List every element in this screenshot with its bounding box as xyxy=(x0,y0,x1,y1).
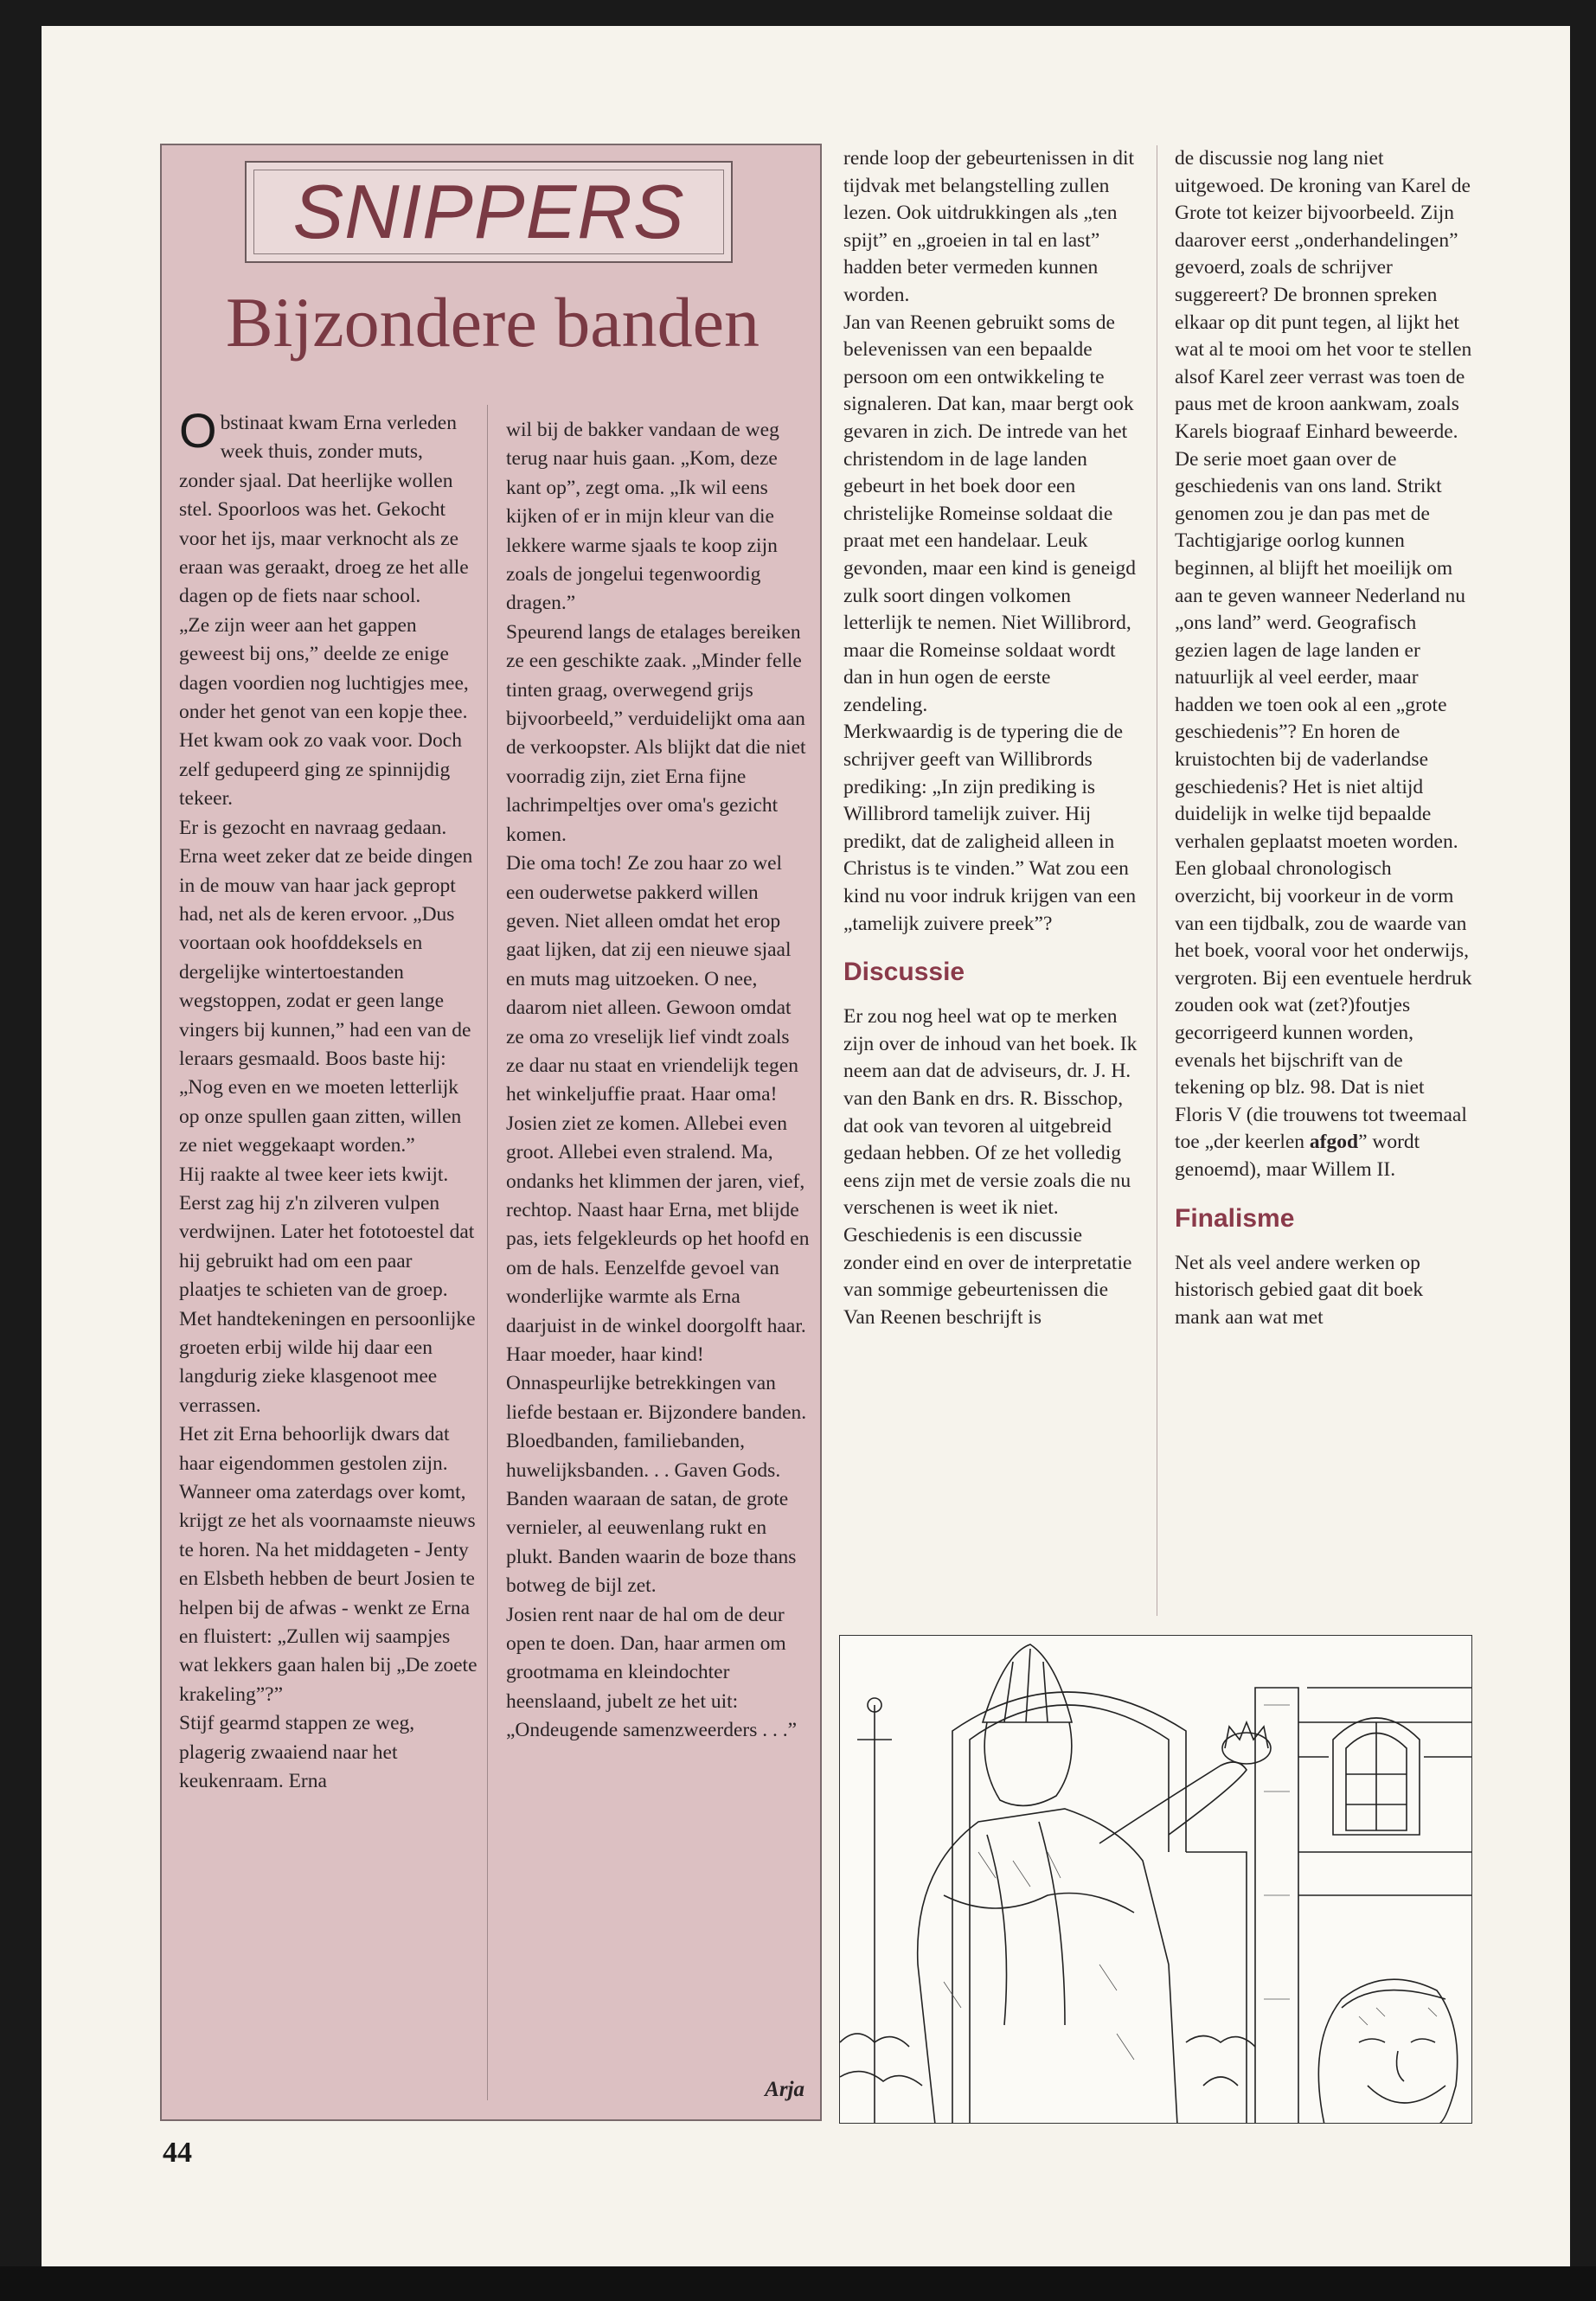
paragraph: Er is gezocht en navraag gedaan. Erna weet zeker dat ze beide dingen in de mouw van haar jack gepropt had, net als de keren ervoor. „Dus voortaan ook hoofddeksels en dergelijke wintertoestanden wegstoppen, zodat er geen lange vingers bij kunnen,” had een van de leraars gesmaald. Boos baste hij: „Nog even en we moeten letterlijk op onze spullen gaan zitten, willen ze niet weggekaapt worden.” xyxy=(179,816,473,1157)
coronation-drawing xyxy=(840,1636,1472,2124)
paragraph: de discussie nog lang niet uitgewoed. De kroning van Karel de Grote tot keizer bijvoorbeeld. Zijn daarover eerst „onderhandelingen” gevoerd, zoals de schrijver suggereert? De bronnen spreken elkaar op dit punt tegen, al lijkt het wat al te mooi om het voor te stellen alsof Karel zeer verrast was toen de paus met de kroon aankwam, zoals Karels biograaf Einhard beweerde. xyxy=(1175,147,1472,443)
snippers-header: SNIPPERS xyxy=(253,170,724,254)
paragraph: Jan van Reenen gebruikt soms de belevenissen van een bepaalde persoon om een ontwikkeling te signaleren. Dat kan, maar bergt ook gevaren in zich. De intrede van het christendom in de lage landen gebeurt in het boek door een christelijke Romeinse soldaat die praat met een handelaar. Leuk gevonden, maar een kind is geneigd zulk soort dingen volkomen letterlijk te nemen. Niet Willibrord, maar die Romeinse soldaat wordt dan in hun ogen de eerste zendeling. xyxy=(843,311,1137,716)
snippers-panel xyxy=(160,144,822,2121)
bold-word: afgod xyxy=(1309,1131,1359,1154)
paragraph: Hij raakte al twee keer iets kwijt. Eerst zag hij z'n zilveren vulpen verdwijnen. Later het fototoestel dat hij gebruikt had om een paar plaatjes te schieten van de groep. Met handtekeningen en persoonlijke groeten erbij wilde hij daar een langdurig zieke klasgenoot mee verrassen. xyxy=(179,1163,476,1417)
snippers-title: Bijzondere banden xyxy=(225,283,760,362)
coronation-illustration xyxy=(839,1635,1472,2124)
dropcap: O xyxy=(179,403,217,458)
author-signature: Arja xyxy=(765,2078,804,2101)
scan-edge-right xyxy=(1570,26,1596,2266)
paragraph: Het zit Erna behoorlijk dwars dat haar eigendommen gestolen zijn. Wanneer oma zaterdags over komt, krijgt ze het als voornaamste nieuws te horen. Na het middageten - Jenty en Elsbeth hebben de beurt Josien te helpen bij de afwas - wenkt ze Erna en fluistert: „Zullen wij saampjes wat lekkers gaan halen bij „De zoete krakeling”?” xyxy=(179,1423,478,1706)
paragraph: De serie moet gaan over de geschiedenis van ons land. Strikt genomen zou je dan pas met de Tachtigjarige oorlog kunnen beginnen, al blijft het moeilijk om aan te geven wanneer Nederland nu „ons land” werd. Geografisch gezien lagen de lage landen er natuurlijk al veel eerder, maar hadden we toen ook al een „grote geschiedenis”? En horen de kruistochten bij de vaderlandse geschiedenis? Het is niet altijd duidelijk in welke tijd bepaalde verhalen geplaatst moeten worden. Een globaal chronologisch overzicht, bij voorkeur in de vorm van een tijdbalk, zou de waarde van het boek, vooral voor het onderwijs, vergroten. Bij een eventuele herdruk zouden ook wat (zet?)foutjes gecorrigeerd kunnen worden, evenals het bijschrift van de tekening op blz. 98. Dat is niet Floris V (die trouwens tot tweemaal toe „der keerlen afgod” wordt genoemd), maar Willem II. xyxy=(1175,447,1472,1181)
snippers-column-divider xyxy=(487,405,488,2100)
review-column-3 xyxy=(843,145,1138,1331)
review-column-4 xyxy=(1175,145,1473,1331)
paragraph: Speurend langs de etalages bereiken ze een geschikte zaak. „Minder felle tinten graag, overwegend grijs bijvoorbeeld,” verduidelijkt oma aan de verkoopster. Als blijkt dat die niet voorradig zijn, ziet Erna fijne lachrimpeltjes over oma's gezicht komen. xyxy=(506,620,806,846)
snippers-column-1 xyxy=(179,403,478,1797)
paragraph: Net als veel andere werken op historisch gebied gaat dit boek mank aan wat met xyxy=(1175,1251,1424,1329)
page-number: 44 xyxy=(163,2137,192,2169)
paragraph: Stijf gearmd stappen ze weg, plagerig zwaaiend naar het keukenraam. Erna xyxy=(179,1712,415,1793)
snippers-header-box xyxy=(245,161,733,263)
snippers-column-2 xyxy=(506,416,811,1746)
heading-finalisme: Finalisme xyxy=(1175,1203,1295,1233)
paragraph: Josien rent naar de hal om de deur open te doen. Dan, haar armen om grootmama en kleindochter heenslaand, jubelt ze het uit: „Ondeugende samenzweerders . . .” xyxy=(506,1603,798,1742)
paragraph: wil bij de bakker vandaan de weg terug naar huis gaan. „Kom, deze kant op”, zegt oma. „Ik wil eens kijken of er in mijn kleur van die lekkere warme sjaals te koop zijn zoals de jongelui tegenwoordig dragen.” xyxy=(506,419,779,615)
paragraph: Die oma toch! Ze zou haar zo wel een ouderwetse pakkerd willen geven. Niet alleen omdat het erop gaat lijken, dat zij een nieuwe sjaal en muts mag uitzoeken. O nee, daarom niet alleen. Gewoon omdat ze oma zo vreselijk lief vindt zoals ze daar nu staat en vriendelijk tegen het winkeljuffie praat. Haar oma! xyxy=(506,852,798,1106)
paragraph: Onnaspeurlijke betrekkingen van liefde bestaan er. Bijzondere banden. Bloedbanden, familiebanden, huwelijksbanden. . . Gaven Gods. Banden waaraan de satan, de grote vernieler, al eeuwenlang rukt en plukt. Banden waarin de boze thans botweg de bijl zet. xyxy=(506,1372,807,1598)
paragraph: Josien ziet ze komen. Allebei even groot. Allebei even stralend. Ma, ondanks het klimmen der jaren, vief, rechtop. Naast haar Erna, met blijde pas, iets felgekleurds op het hoofd en om de hals. Eenzelfde gevoel van wonderlijke warmte als Erna daarjuist in de winkel doorgolft haar. Haar moeder, haar kind! xyxy=(506,1112,810,1366)
paragraph: „Ze zijn weer aan het gappen geweest bij ons,” deelde ze enige dagen voordien nog luchtigjes mee, onder het genot van een kopje thee. Het kwam ook zo vaak voor. Doch zelf gedupeerd ging ze spinnijdig tekeer. xyxy=(179,613,469,811)
heading-discussie: Discussie xyxy=(843,958,965,987)
paragraph: Er zou nog heel wat op te merken zijn over de inhoud van het boek. Ik neem aan dat de adviseurs, dr. J. H. van den Bank en drs. R. Bisschop, dat ook van tevoren al uitgebreid gedaan hebben. Of ze het volledig eens zijn met de versie zoals die nu verschenen is weet ik niet. Geschiedenis is een discussie zonder eind en over de interpretatie van sommige gebeurtenissen die Van Reenen beschrijft is xyxy=(843,1005,1138,1329)
snippers-first-paragraph: Obstinaat kwam Erna verleden week thuis, zonder muts, zonder sjaal. Dat heerlijke wollen stel. Spoorloos was het. Gekocht voor het ijs, maar verknocht als ze eraan was geraakt, droeg ze het alle dagen op de fiets naar school. xyxy=(179,403,469,608)
paragraph: Merkwaardig is de typering die de schrijver geeft van Willibrords prediking: „In zijn prediking is Willibrord tamelijk zuiver. Hij predikt, dat de zaligheid alleen in Christus is te vinden.” Wat zou een kind nu voor indruk krijgen van een „tamelijk zuivere preek”? xyxy=(843,721,1137,935)
scan-edge-bottom xyxy=(0,2266,1596,2301)
paragraph: rende loop der gebeurtenissen in dit tijdvak met belangstelling zullen lezen. Ook uitdrukkingen als „ten spijt” en „groeien in tal en last” hadden beter vermeden kunnen worden. xyxy=(843,147,1135,306)
